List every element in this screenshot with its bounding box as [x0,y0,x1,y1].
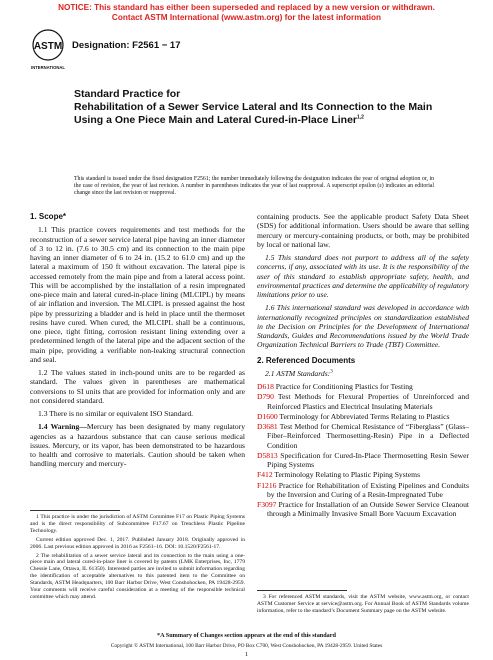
right-column [257,212,469,520]
astm-logo-icon [30,28,66,72]
reference-code-link[interactable]: D618 [257,382,274,391]
title-kind: Standard Practice for [74,88,181,100]
reference-title: Test Methods for Flexural Properties of Unreinforced and Reinforced Plastics and Electrical Insulating Materials [267,392,469,411]
reference-title: Practice for Conditioning Plastics for Testing [273,382,413,391]
scope-1-2: 1.2 The values stated in inch-pound units are to be regarded as standard. The values given in parentheses are mathematical conversions to SI units that are provided for information only and are not considered standard. [30,368,245,405]
scope-1-1: 1.1 This practice covers requirements and test methods for the reconstruction of a sewer service lateral pipe having an inner diameter of 3 to 12 in. (7.6 to 30.5 cm) and its connection to the main pipe having an inner diameter of 6 to 24 in. (15.2 to 61.0 cm) and up the lateral a maximum of 150 ft without excavation. The lateral pipe is accessed remotely from the main pipe and from a lateral access point. This will be accomplished by the installation of a resin impregnated one-piece main and lateral cured-in-place lining (MLCIPL) by means of air inflation and inversion. The MLCIPL is pressed against the host pipe by pressurizing a bladder and is held in place until the thermoset resins have cured. When cured, the MLCIPL shall be a continuous, one piece, tight fitting, corrosion resistant lining extending over a predetermined length of the lateral pipe and the adjacent section of the main pipe, providing a verifiable non-leaking structural connection and seal. [30,225,245,364]
reference-item [257,481,469,500]
page-title [74,101,434,127]
reference-title: Terminology for Abbreviated Terms Relating to Plastics [277,411,450,421]
reference-title: Specification for Cured-In-Place Thermosetting Resin Sewer Piping Systems [267,450,469,469]
notice-line-1: NOTICE: This standard has either been superseded and replaced by a new version or withdrawn. [58,3,435,12]
reference-item [257,422,469,450]
scope-1-4-continued: containing products. See the applicable product Safety Data Sheet (SDS) for additional information. Users should be aware that selling mercury or mercury-containing products, or both, may be prohibited by local or national law. [257,212,469,249]
footnote-1b: Current edition approved Dec. 1, 2017. Published January 2018. Originally approved in 2006. Last previous edition approved in 2016 as F2561–16. DOI: 10.1520/F2561-17. [30,536,245,550]
footnote-1: 1 This practice is under the jurisdiction of ASTM Committee F17 on Plastic Piping Systems and is the direct responsibility of Subcommittee F17.67 on Trenchless Plastic Pipeline Technology. [30,514,245,534]
notice-line-2: Contact ASTM International (www.astm.org) for the latest information [111,13,382,22]
footnote-divider [30,510,120,511]
reference-code-link[interactable]: F412 [257,470,273,480]
astm-standards-sup: 3 [330,369,333,375]
reference-item [257,451,469,470]
designation: Designation: F2561 − 17 [72,40,181,51]
reference-code-link[interactable]: F3097 [257,500,277,509]
reference-item [257,392,469,411]
warning-label: 1.4 Warning— [38,422,87,432]
copyright-line: Copyright © ASTM International, 100 Barr Harbor Drive, PO Box C700, West Conshohocken, PA 19428-2959. United States [110,643,383,649]
reference-item [257,470,469,479]
reference-title: Practice for Installation of an Outside Sewer Service Cleanout through a Minimally Invasive Small Bore Vacuum Excavation [267,500,469,519]
scope-1-6: 1.6 This international standard was developed in accordance with internationally recognized principles on standardization established in the Decision on Principles for the Development of International Standards, Guides and Recommendations issued by the World Trade Organization Technical Barriers to Trade (TBT) Committee. [257,303,469,350]
reference-title: Test Method for Chemical Resistance of “Fiberglass” (Glass–Fiber–Reinforced Thermosetting-Resin) Pipe in a Deflected Condition [267,422,469,450]
scope-1-3: 1.3 There is no similar or equivalent ISO Standard. [38,409,194,418]
reference-code-link[interactable]: D3681 [257,422,278,431]
issuance-note: This standard is issued under the fixed designation F2561; the number immediately following the designation indicates the year of original adoption or, in the case of revision, the year of last revision. A number in parentheses indicates the year of last reapproval. A superscript epsilon (ε) indicates an editorial change since the last revision or reapproval. [74,176,434,197]
footnote-2: 2 The rehabilitation of a sewer service lateral and its connection to the main using a one-piece main and lateral cured-in-place liner is covered by patents (LMK Enterprises, Inc, 1779 Chessie Lane, Ottawa, IL 61350). Interested parties are invited to submit information regarding the identification of acceptable alternatives to this patented item to the Committee on Standards, ASTM Headquarters, 100 Barr Harbor Drive, West Conshohocken, PA 19428-2959. Your comments will receive careful consideration at a meeting of the responsible technical committee which may attend. [30,552,245,600]
scope-1-5: 1.5 This standard does not purport to address all of the safety concerns, if any, associated with its use. It is the responsibility of the user of this standard to establish appropriate safety, health, and environmental practices and determine the applicability of regulatory limitations prior to use. [257,253,469,299]
reference-code-link[interactable]: D790 [257,392,274,402]
astm-standards-subheading [257,369,469,378]
title-main: Rehabilitation of a Sewer Service Lateral and Its Connection to the Main Using a One Piece Main and Lateral Cured-in-Place Liner [74,101,433,126]
reference-title: Terminology Relating to Plastic Piping Systems [272,470,421,480]
footnote-3: 3 For referenced ASTM standards, visit the ASTM website, www.astm.org, or contact ASTM Customer Service at service@astm.org. For Annual Book of ASTM Standards volume information, refer to the standard’s Document Summary page on the ASTM website. [257,594,469,614]
footnotes-right [257,594,469,617]
referenced-documents-heading: 2. Referenced Documents [257,355,356,365]
reference-item [257,382,469,391]
reference-code-link[interactable]: D1600 [257,411,278,421]
reference-list [257,382,469,519]
footnote-divider-right [257,590,347,591]
reference-code-link[interactable]: D5813 [257,450,278,460]
page-number: 1 [244,651,249,658]
reference-title: Practice for Rehabilitation of Existing Pipelines and Conduits by the Inversion and Curing of a Resin-Impregnated Tube [267,480,469,499]
reference-code-link[interactable]: F1216 [257,480,277,490]
reference-item [257,412,469,421]
astm-standards-label: 2.1 ASTM Standards: [265,368,331,378]
notice-banner [0,3,493,23]
scope-1-4-text: Mercury has been designated by many regulatory agencies as a hazardous substance that can cause serious medical issues. Mercury, or its vapor, has been demonstrated to be hazardous to health and corrosive to materials. Caution should be taken when handling mercury and mercury- [30,422,245,469]
footnotes-left [30,514,245,603]
summary-of-changes-note: *A Summary of Changes section appears at the end of this standard [157,632,336,639]
scope-1-4 [30,422,245,468]
left-column [30,212,245,473]
title-superscript: 1,2 [357,114,364,121]
svg-text:INTERNATIONAL: INTERNATIONAL [31,65,65,70]
scope-heading: 1. Scope* [30,212,67,221]
reference-item [257,500,469,519]
title-block [74,88,434,127]
svg-text:ASTM: ASTM [33,41,63,52]
